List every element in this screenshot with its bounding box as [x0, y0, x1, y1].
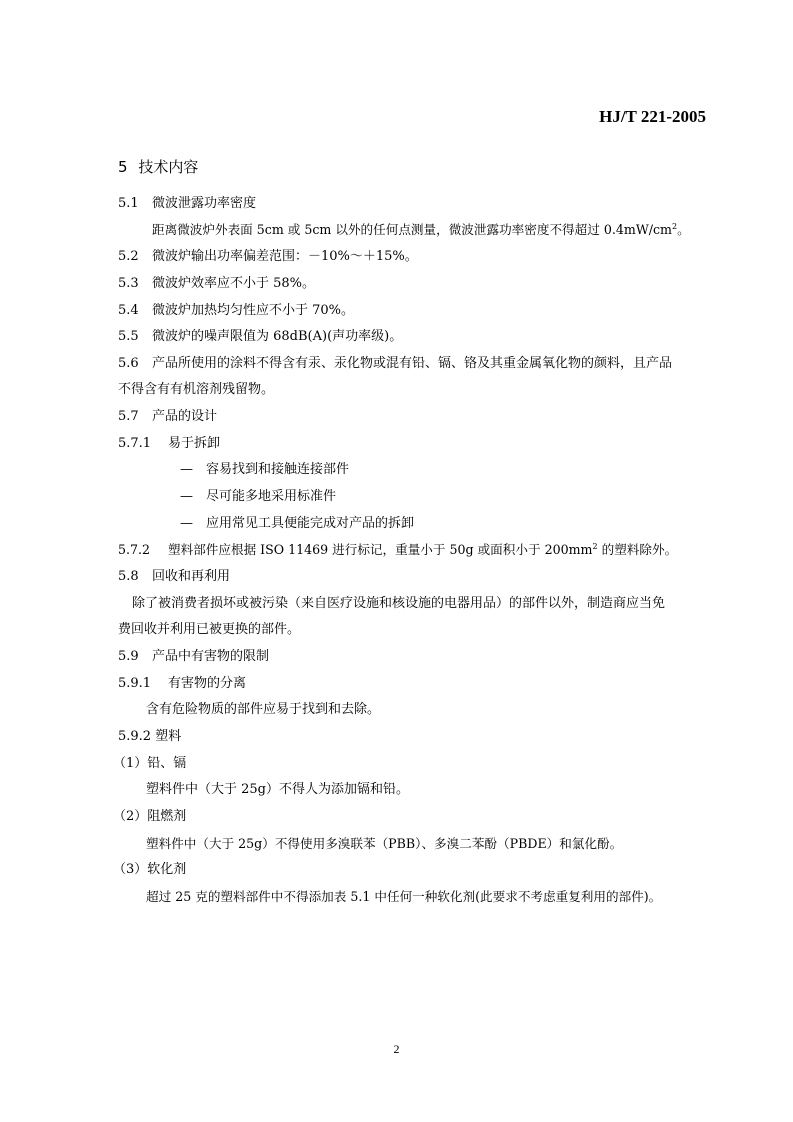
clause-number: 5.1 — [118, 196, 139, 211]
clause-5-9-2 — [118, 728, 181, 746]
clause-number: 5.9.1 — [118, 676, 152, 691]
clause-number: 5.4 — [118, 303, 139, 318]
document-code: HJ/T 221-2005 — [599, 107, 706, 126]
paragraph — [146, 701, 380, 719]
superscript: 2 — [672, 221, 678, 231]
clause-number: 5.3 — [118, 276, 139, 291]
subitem-heading — [113, 861, 186, 879]
list-item-text: 容易找到和接触连接部件 — [206, 462, 350, 477]
clause-5-9-1 — [118, 675, 246, 693]
clause-5-1-body — [152, 221, 690, 239]
subitem-heading — [113, 755, 186, 773]
clause-5-4 — [118, 302, 354, 320]
paragraph — [146, 835, 622, 853]
clause-text: 微波炉加热均匀性应不小于 70%。 — [152, 303, 355, 318]
clause-text-end: 的塑料除外。 — [597, 542, 678, 557]
clause-5-9 — [118, 648, 269, 666]
clause-number: 5.7 — [118, 409, 139, 424]
clause-text: 微波炉输出功率偏差范围：－10%～＋15%。 — [152, 249, 418, 264]
list-item-text: 应用常见工具便能完成对产品的拆卸 — [206, 516, 415, 531]
paragraph-text: 费回收并利用已被更换的部件。 — [118, 622, 301, 637]
dash-bullet: — — [180, 462, 193, 477]
section-heading — [118, 157, 198, 177]
dash-bullet: — — [180, 489, 193, 504]
clause-text: 微波炉效率应不小于 58%。 — [152, 276, 316, 291]
subitem-title: （1）铅、镉 — [113, 756, 187, 771]
paragraph-text: 塑料件中（大于 25g）不得使用多溴联苯（PBB）、多溴二苯酚（PBDE）和氯化酚。 — [146, 836, 623, 851]
clause-text: 塑料部件应根据 ISO 11469 进行标记，重量小于 50g 或面积小于 200mm — [168, 542, 593, 557]
subitem-title: （2）阻燃剂 — [113, 809, 187, 824]
clause-5-6 — [118, 355, 672, 373]
paragraph-text: 距离微波炉外表面 5cm 或 5cm 以外的任何点测量，微波泄露功率密度不得超过 0.4mW/cm — [152, 222, 672, 237]
clause-text: 微波炉的噪声限值为 68dB(A)(声功率级)。 — [152, 329, 403, 344]
list-item — [180, 515, 414, 533]
clause-5-8 — [118, 568, 230, 586]
list-item — [180, 461, 349, 479]
list-item — [180, 488, 336, 506]
section-title: 技术内容 — [138, 158, 199, 176]
clause-number: 5.5 — [118, 329, 139, 344]
clause-title: 产品的设计 — [152, 409, 218, 424]
clause-title: 有害物的分离 — [168, 676, 247, 691]
list-item-text: 尽可能多地采用标准件 — [206, 489, 337, 504]
paragraph-end: 。 — [677, 222, 690, 237]
clause-5-3 — [118, 275, 315, 293]
superscript: 2 — [592, 541, 598, 551]
clause-title: 产品中有害物的限制 — [152, 649, 270, 664]
clause-number: 5.7.2 — [118, 542, 151, 557]
clause-title: 5.9.2 塑料 — [118, 729, 182, 744]
clause-title: 回收和再利用 — [152, 569, 231, 584]
clause-number: 5.8 — [118, 569, 139, 584]
clause-5-7-1 — [118, 435, 220, 453]
clause-title: 微波泄露功率密度 — [152, 196, 257, 211]
subitem-title: （3）软化剂 — [113, 862, 187, 877]
paragraph — [146, 781, 409, 799]
clause-5-7 — [118, 408, 217, 426]
paragraph — [132, 595, 665, 613]
dash-bullet: — — [180, 516, 193, 531]
clause-5-2 — [118, 248, 418, 266]
subitem-heading — [113, 808, 186, 826]
page-number: 2 — [393, 1042, 400, 1056]
clause-number: 5.9 — [118, 649, 139, 664]
clause-5-5 — [118, 328, 402, 346]
clause-number: 5.7.1 — [118, 436, 152, 451]
clause-5-6-continued — [118, 381, 274, 399]
clause-title: 易于拆卸 — [168, 436, 221, 451]
paragraph-text: 含有危险物质的部件应易于找到和去除。 — [146, 702, 381, 717]
paragraph-text: 塑料件中（大于 25g）不得人为添加镉和铅。 — [146, 782, 409, 797]
clause-5-1 — [118, 195, 256, 213]
paragraph-text: 超过 25 克的塑料部件中不得添加表 5.1 中任何一种软化剂(此要求不考虑重复利用的部件)。 — [146, 889, 662, 904]
clause-number: 5.2 — [118, 249, 139, 264]
paragraph — [146, 888, 661, 906]
clause-number: 5.6 — [118, 356, 139, 371]
clause-text: 不得含有有机溶剂残留物。 — [118, 382, 275, 397]
clause-5-7-2 — [118, 541, 677, 559]
paragraph-text: 除了被消费者损坏或被污染（来自医疗设施和核设施的电器用品）的部件以外，制造商应当免 — [132, 596, 666, 611]
clause-text: 产品所使用的涂料不得含有汞、汞化物或混有铅、镉、铬及其重金属氧化物的颜料，且产品 — [152, 356, 673, 371]
section-number: 5 — [118, 158, 128, 176]
paragraph-continued — [118, 621, 300, 639]
